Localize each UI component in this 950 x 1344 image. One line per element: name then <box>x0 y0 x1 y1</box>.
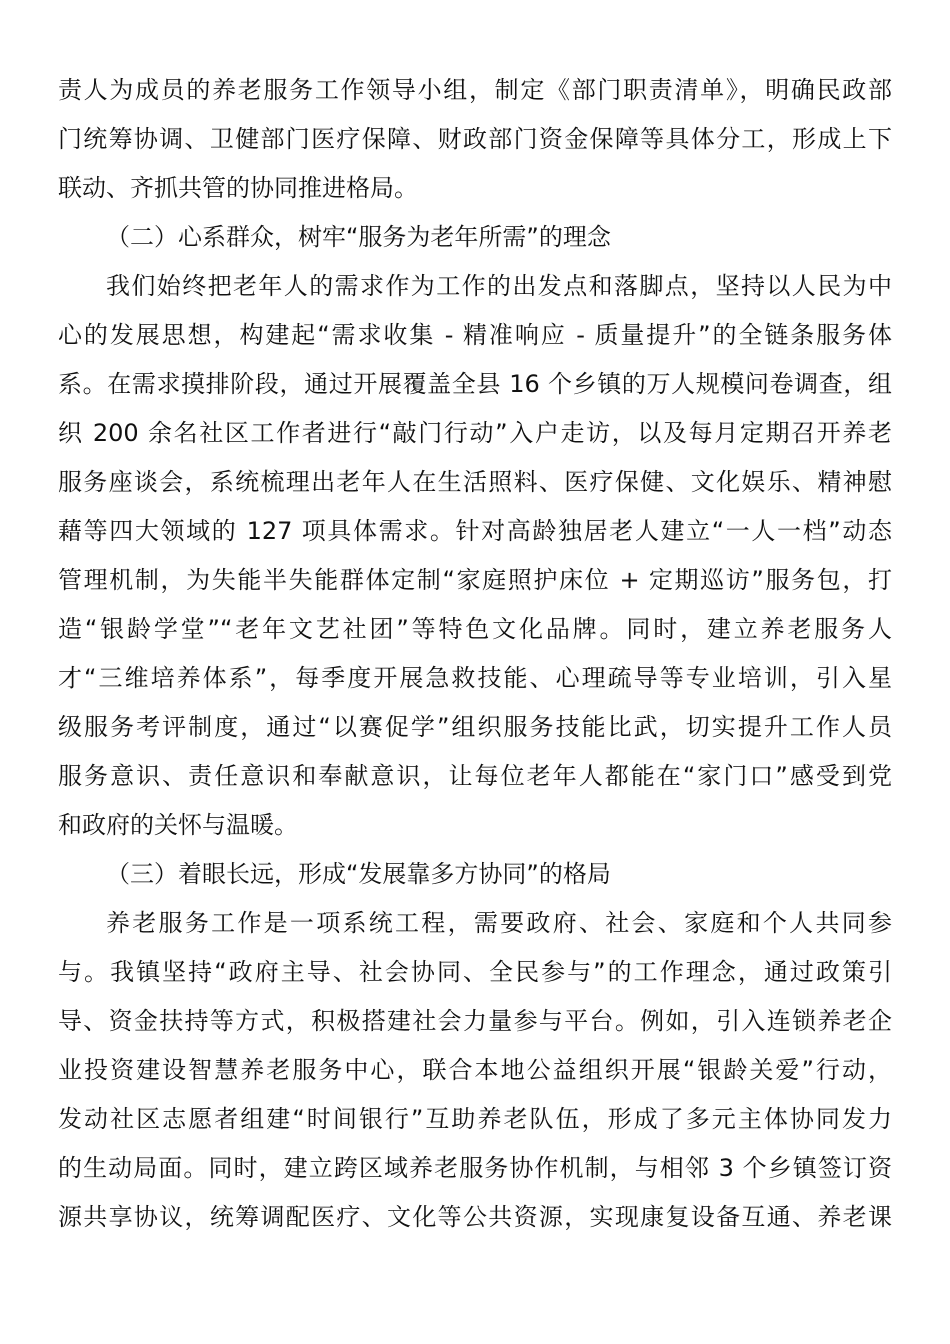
paragraph-2-line-10: 级服务考评制度，通过“以赛促学”组织服务技能比武，切实提升工作人员 <box>58 713 892 741</box>
paragraph-3-line-3: 导、资金扶持等方式，积极搭建社会力量参与平台。例如，引入连锁养老企 <box>58 1007 892 1035</box>
paragraph-2-line-8: 造“银龄学堂”“老年文艺社团”等特色文化品牌。同时，建立养老服务人 <box>58 615 892 643</box>
paragraph-2-line-11: 服务意识、责任意识和奉献意识，让每位老年人都能在“家门口”感受到党 <box>58 762 892 790</box>
paragraph-2-line-5: 服务座谈会，系统梳理出老年人在生活照料、医疗保健、文化娱乐、精神慰 <box>58 468 892 496</box>
paragraph-2-line-3: 系。在需求摸排阶段，通过开展覆盖全县 16 个乡镇的万人规模问卷调查，组 <box>58 370 892 398</box>
paragraph-1-line-1: 责人为成员的养老服务工作领导小组，制定《部门职责清单》，明确民政部 <box>58 76 892 104</box>
paragraph-3-line-7: 源共享协议，统筹调配医疗、文化等公共资源，实现康复设备互通、养老课 <box>58 1203 892 1231</box>
paragraph-3-line-6: 的生动局面。同时，建立跨区域养老服务协作机制，与相邻 3 个乡镇签订资 <box>58 1154 892 1182</box>
document-body <box>58 66 892 1242</box>
paragraph-3-line-2: 与。我镇坚持“政府主导、社会协同、全民参与”的工作理念，通过政策引 <box>58 958 892 986</box>
section-heading-2: （二）心系群众，树牢“服务为老年所需”的理念 <box>106 223 611 251</box>
paragraph-2-line-2: 心的发展思想，构建起“需求收集 - 精准响应 - 质量提升”的全链条服务体 <box>58 321 892 349</box>
paragraph-2-line-7: 管理机制，为失能半失能群体定制“家庭照护床位 + 定期巡访”服务包，打 <box>58 566 892 594</box>
paragraph-2-line-1: 我们始终把老年人的需求作为工作的出发点和落脚点，坚持以人民为中 <box>106 272 892 300</box>
paragraph-3-line-4: 业投资建设智慧养老服务中心，联合本地公益组织开展“银龄关爱”行动， <box>58 1056 892 1084</box>
paragraph-2-line-4: 织 200 余名社区工作者进行“敲门行动”入户走访，以及每月定期召开养老 <box>58 419 892 447</box>
paragraph-3-line-1: 养老服务工作是一项系统工程，需要政府、社会、家庭和个人共同参 <box>106 909 892 937</box>
paragraph-2-line-9: 才“三维培养体系”，每季度开展急救技能、心理疏导等专业培训，引入星 <box>58 664 892 692</box>
paragraph-2-line-12: 和政府的关怀与温暖。 <box>58 811 298 839</box>
paragraph-3-line-5: 发动社区志愿者组建“时间银行”互助养老队伍，形成了多元主体协同发力 <box>58 1105 892 1133</box>
paragraph-1-line-3: 联动、齐抓共管的协同推进格局。 <box>58 174 418 202</box>
paragraph-2-line-6: 藉等四大领域的 127 项具体需求。针对高龄独居老人建立“一人一档”动态 <box>58 517 892 545</box>
paragraph-1-line-2: 门统筹协调、卫健部门医疗保障、财政部门资金保障等具体分工，形成上下 <box>58 125 892 153</box>
section-heading-3: （三）着眼长远，形成“发展靠多方协同”的格局 <box>106 860 611 888</box>
